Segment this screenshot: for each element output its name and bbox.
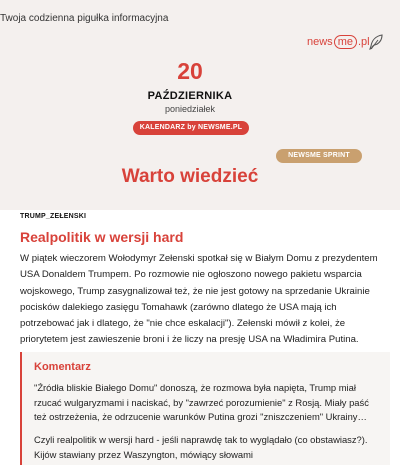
calendar-button[interactable]: KALENDARZ by NEWSME.PL: [133, 121, 249, 135]
article-headline[interactable]: Realpolitik w wersji hard: [20, 229, 184, 245]
section-title: Warto wiedzieć: [121, 166, 259, 187]
brand-prefix: news: [307, 36, 333, 48]
brand-suffix: .pl: [357, 36, 370, 48]
brand-me: me: [334, 35, 357, 49]
sprint-button[interactable]: NEWSME SPRINT: [276, 149, 362, 163]
date-day-number: 20: [177, 58, 203, 84]
comment-paragraph-1: "Źródła bliskie Białego Domu" donoszą, że rozmowa była napięta, Trump miał rzucać wulgaryzmami i naciskać, by "zawrzeć porozumienie" z Rosją. Miały paść też ostrzeżenia, że odrzucenie warunków Putina grozi "zniszczeniem" Ukrainy…: [34, 382, 369, 423]
tagline: Twoja codzienna pigułka informacyjna: [0, 13, 169, 24]
feather-icon: [367, 33, 385, 51]
comment-paragraph-2: Czyli realpolitik w wersji hard - jeśli naprawdę tak to wyglądało (co obstawiasz?). Kijów stawiany przez Waszyngton, mówiący słowami: [34, 434, 368, 460]
comment-title: Komentarz: [34, 361, 91, 373]
hero-header: [0, 0, 400, 210]
newsme-logo[interactable]: [307, 35, 370, 49]
comment-box: [20, 352, 390, 465]
date-weekday: poniedziałek: [164, 104, 216, 114]
date-month: PAŹDZIERNIKA: [147, 90, 233, 102]
article-body: W piątek wieczorem Wołodymyr Zełenski spotkał się w Białym Domu z prezydentem USA Donaldem Trumpem. Po rozmowie nie ogłoszono nowego pakietu wsparcia wojskowego, Trump zasygnalizował też, że nie jest gotowy na sprzedanie Ukrainie pocisków dalekiego zasięgu Tomahawk (zarówno dlatego że USA mają ich potrzebować jak i dlatego, że "nie chce eskalacji"). Zełenski mówił z kolei, że priorytetem jest zawieszenie broni i że liczy na presję USA na Władimira Putina.: [20, 253, 378, 346]
article-tag: TRUMP_ZEŁENSKI: [20, 213, 87, 220]
